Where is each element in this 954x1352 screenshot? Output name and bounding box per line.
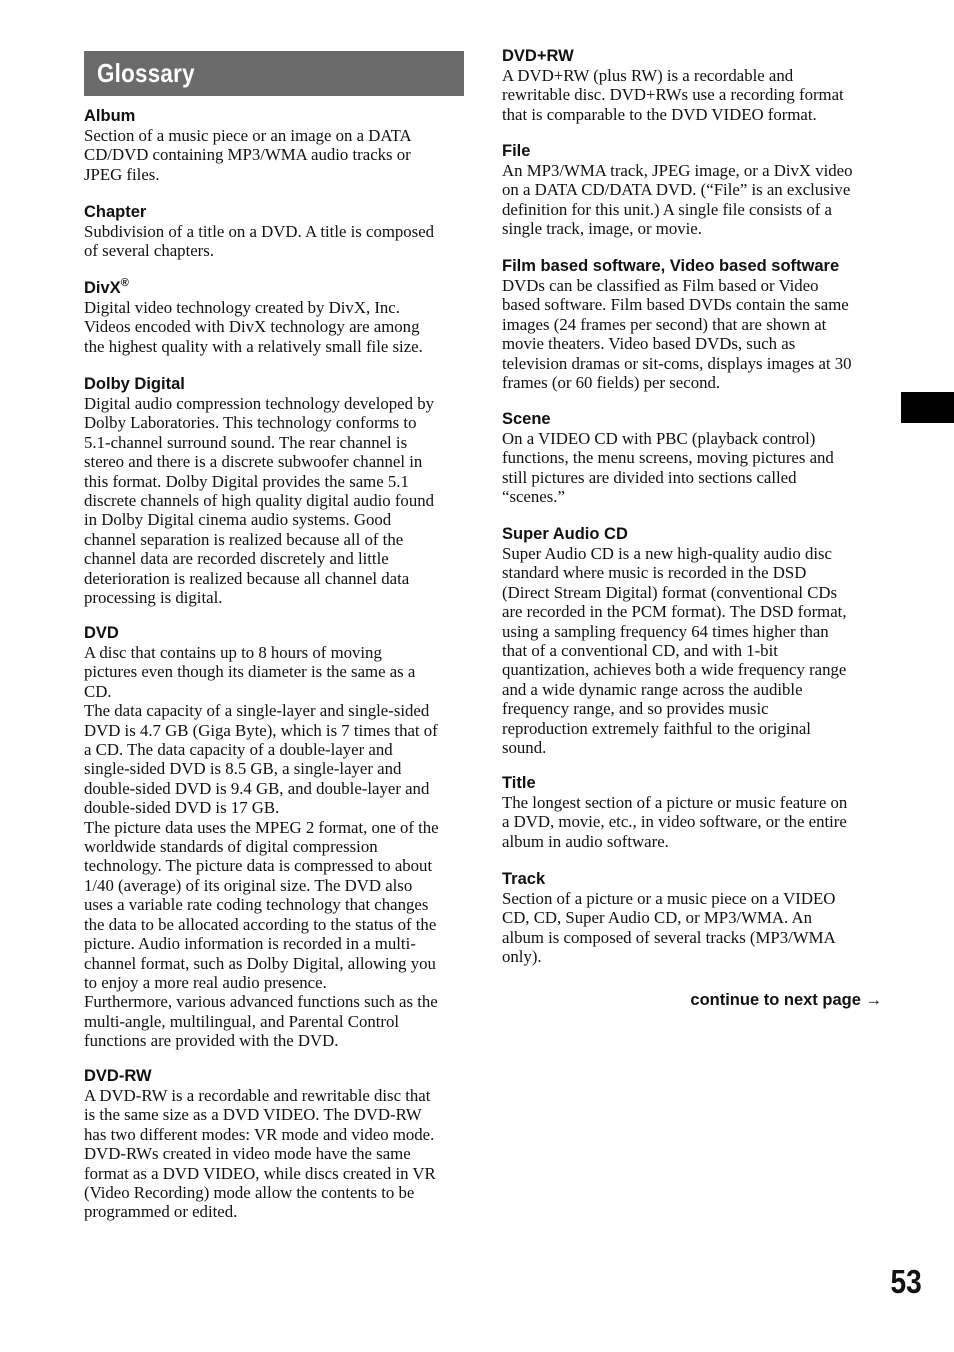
term-divx: DivX® xyxy=(84,277,129,297)
section-tab-marker xyxy=(901,392,954,423)
glossary-entry-dvd-rw xyxy=(84,1067,464,1222)
registered-mark: ® xyxy=(120,277,129,289)
term-dolby-digital: Dolby Digital xyxy=(84,375,185,393)
glossary-entry-dvd xyxy=(84,624,464,1051)
glossary-entry-film-video-software xyxy=(502,257,882,392)
definition-title: The longest section of a picture or music feature on a DVD, movie, etc., in video software, or the entire album in audio software. xyxy=(502,793,848,851)
term-dvd: DVD xyxy=(84,624,119,642)
page-title: Glossary xyxy=(97,58,195,88)
term-film-video-software: Film based software, Video based software xyxy=(502,257,840,275)
glossary-entry-dvd-plus-rw xyxy=(502,47,882,124)
definition-film-video-software: DVDs can be classified as Film based or Video based software. Film based DVDs contain the same images (24 frames per second) that are shown at movie theaters. Video based DVDs, such as television dramas or sit-coms, displays images at 30 frames (or 60 fields) per second. xyxy=(502,276,852,393)
continue-to-next-page-note: continue to next page → xyxy=(690,991,882,1009)
definition-divx: Digital video technology created by DivX, Inc. Videos encoded with DivX technology are among the highest quality with a relatively small file size. xyxy=(84,298,423,356)
term-scene: Scene xyxy=(502,410,551,428)
term-file: File xyxy=(502,142,531,160)
glossary-entry-chapter xyxy=(84,203,464,261)
term-track: Track xyxy=(502,870,546,888)
glossary-entry-title xyxy=(502,774,882,851)
glossary-entry-scene xyxy=(502,410,882,507)
term-album: Album xyxy=(84,107,136,125)
term-chapter: Chapter xyxy=(84,203,147,221)
definition-dvd-rw: A DVD-RW is a recordable and rewritable disc that is the same size as a DVD VIDEO. The DVD-RW has two different modes: VR mode and video mode. DVD-RWs created in video mode have the same format as a DVD VIDEO, while discs created in VR (Video Recording) mode allow the contents to be programmed or edited. xyxy=(84,1086,436,1222)
definition-dvd: A disc that contains up to 8 hours of moving pictures even though its diameter is the same as a CD. The data capacity of a single-layer and single-sided DVD is 4.7 GB (Giga Byte), which is 7 times that of a CD. The data capacity of a double-layer and single-sided DVD is 8.5 GB, a single-layer and double-sided DVD is 9.4 GB, and double-layer and double-sided DVD is 17 GB. The picture data uses the MPEG 2 format, one of the worldwide standards of digital compression technology. The picture data is compressed to about 1/40 (average) of its original size. The DVD also uses a variable rate coding technology that changes the data to be allocated according to the status of the picture. Audio information is recorded in a multi- channel format, such as Dolby Digital, allowing you to enjoy a more real audio presence. Furthermore, various advanced functions such as the multi-angle, multilingual, and Parental Control functions are provided with the DVD. xyxy=(84,643,439,1051)
glossary-entry-file xyxy=(502,142,882,239)
glossary-title-bar xyxy=(84,51,464,96)
glossary-entry-super-audio-cd xyxy=(502,525,882,757)
glossary-entry-divx xyxy=(84,279,464,356)
glossary-entry-album xyxy=(84,107,464,184)
definition-album: Section of a music piece or an image on a DATA CD/DVD containing MP3/WMA audio tracks or JPEG files. xyxy=(84,126,412,184)
term-super-audio-cd: Super Audio CD xyxy=(502,525,628,543)
definition-scene: On a VIDEO CD with PBC (playback control) functions, the menu screens, moving pictures and still pictures are divided into sections called “scenes.” xyxy=(502,429,834,507)
term-dvd-rw: DVD-RW xyxy=(84,1067,152,1085)
term-title: Title xyxy=(502,774,536,792)
definition-dvd-plus-rw: A DVD+RW (plus RW) is a recordable and rewritable disc. DVD+RWs use a recording format that is comparable to the DVD VIDEO format. xyxy=(502,66,844,124)
definition-super-audio-cd: Super Audio CD is a new high-quality audio disc standard where music is recorded in the DSD (Direct Stream Digital) format (conventional CDs are recorded in the PCM format). The DSD format, using a sampling frequency 64 times higher than that of a conventional CD, and with 1-bit quantization, achieves both a wide frequency range and a wide dynamic range across the audible frequency range, and so provides music reproduction extremely faithful to the original sound. xyxy=(502,544,847,758)
term-dvd-plus-rw: DVD+RW xyxy=(502,47,574,65)
glossary-entry-dolby-digital xyxy=(84,375,464,607)
definition-file: An MP3/WMA track, JPEG image, or a DivX video on a DATA CD/DATA DVD. (“File” is an exclusive definition for this unit.) A single file consists of a single track, image, or movie. xyxy=(502,161,853,239)
glossary-entry-track xyxy=(502,870,882,967)
definition-chapter: Subdivision of a title on a DVD. A title is composed of several chapters. xyxy=(84,222,435,261)
page-number: 53 xyxy=(890,1263,922,1300)
definition-dolby-digital: Digital audio compression technology developed by Dolby Laboratories. This technology conforms to 5.1-channel surround sound. The rear channel is stereo and there is a discrete subwoofer channel in this format. Dolby Digital provides the same 5.1 discrete channels of high quality digital audio found in Dolby Digital cinema audio systems. Good channel separation is realized because all of the channel data are recorded discretely and little deterioration is realized because all channel data processing is digital. xyxy=(84,394,434,608)
definition-track: Section of a picture or a music piece on a VIDEO CD, CD, Super Audio CD, or MP3/WMA. An album is composed of several tracks (MP3/WMA only). xyxy=(502,889,836,967)
